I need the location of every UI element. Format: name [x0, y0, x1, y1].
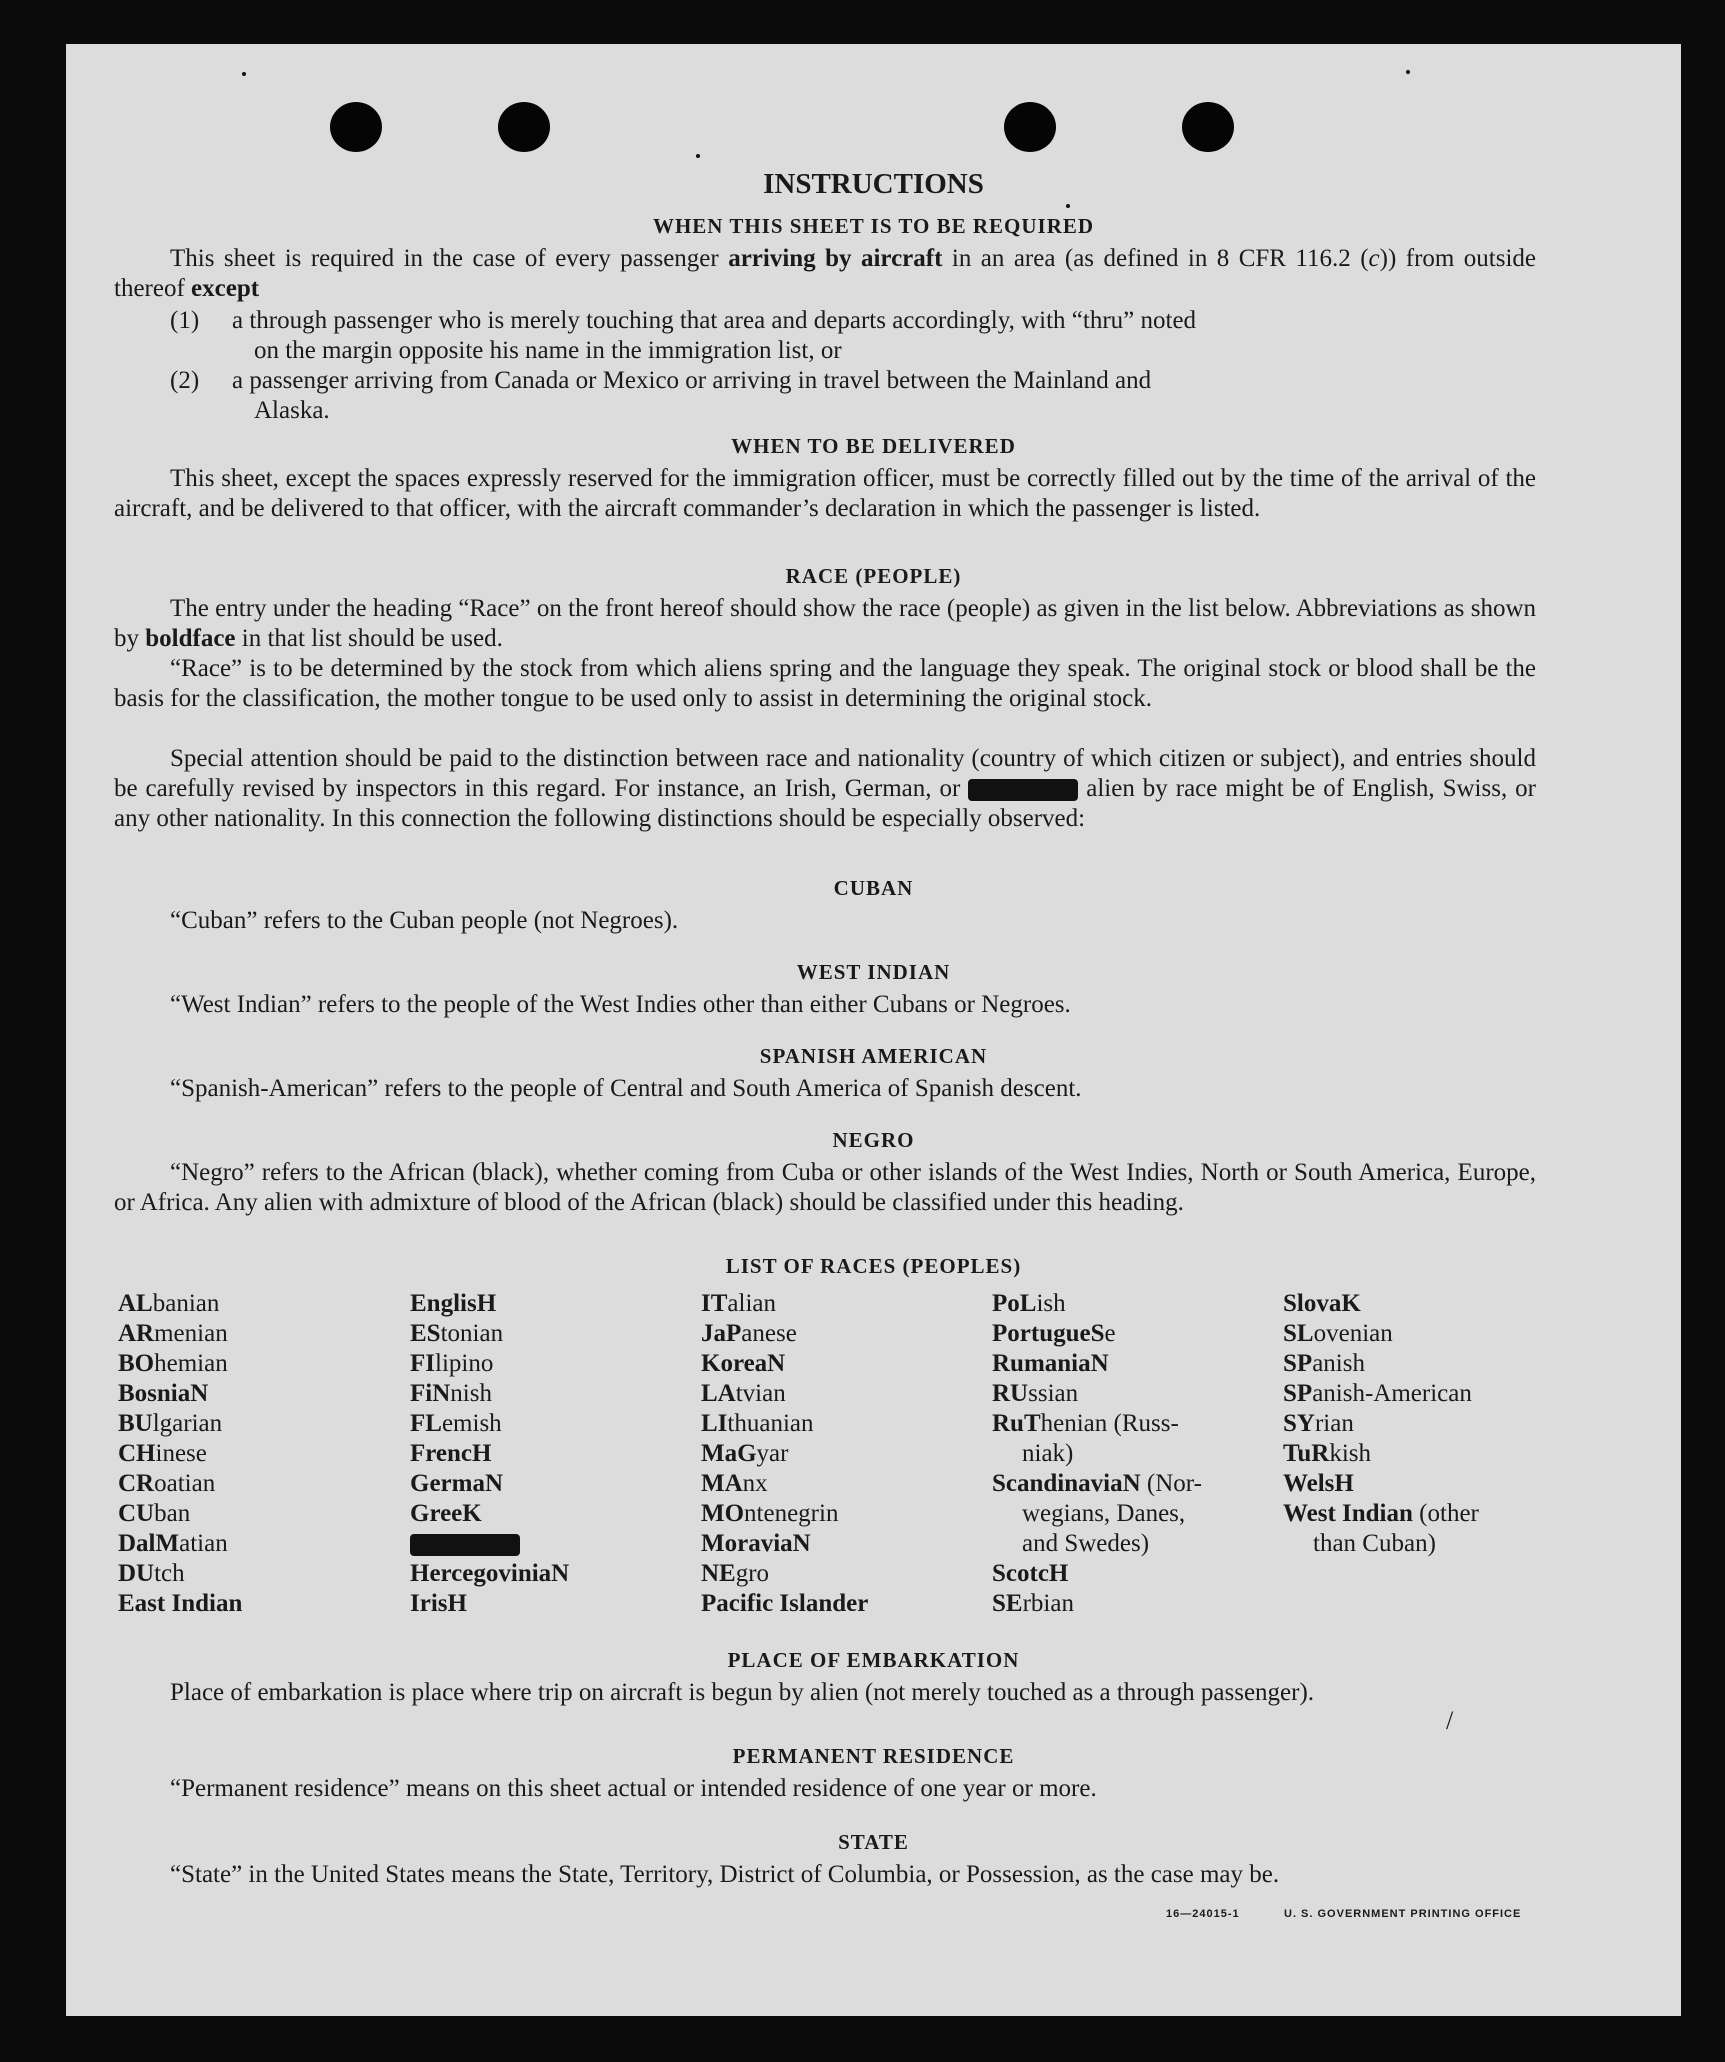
- race-entry: [118, 1409, 408, 1439]
- race-entry: [992, 1409, 1282, 1439]
- exception-item-2: [114, 366, 1536, 426]
- race-remainder: lipino: [435, 1350, 494, 1377]
- race-abbreviation: TuR: [1283, 1440, 1330, 1467]
- text: Special attention should be paid to the distinction between race and nationality (country of which citizen or subject), and entries should be carefully revised by inspectors in this regard. For instance, an Irish, German, or: [114, 745, 1536, 802]
- punch-hole-4: [1182, 102, 1234, 152]
- race-abbreviation: CH: [118, 1440, 156, 1467]
- text: “Cuban” refers to the Cuban people (not Negroes).: [170, 907, 679, 934]
- race-entry: [118, 1469, 408, 1499]
- heading-cuban: CUBAN: [833, 876, 914, 900]
- text: in an area (as defined in 8 CFR 116.2 (: [951, 245, 1369, 272]
- speck: [696, 154, 700, 158]
- race-entry: [1283, 1289, 1573, 1319]
- race-column: [701, 1289, 991, 1619]
- race-entry: [118, 1589, 408, 1619]
- race-column: [410, 1289, 700, 1619]
- race-remainder: rbian: [1022, 1590, 1074, 1617]
- race-abbreviation: PortugueS: [992, 1320, 1105, 1347]
- race-entry: [1283, 1469, 1573, 1499]
- race-remainder: ban: [154, 1500, 191, 1527]
- text-bold: boldface: [145, 625, 236, 652]
- race-entry: [701, 1589, 991, 1619]
- race-remainder: e: [1104, 1320, 1116, 1347]
- race-remainder: nx: [742, 1470, 768, 1497]
- race-entry: [1283, 1409, 1573, 1439]
- state-text: [114, 1860, 1536, 1890]
- race-remainder: anish-American: [1312, 1380, 1472, 1407]
- race-abbreviation: WelsH: [1283, 1470, 1354, 1497]
- race-para-3: [114, 744, 1536, 834]
- race-entry: [410, 1349, 700, 1379]
- cuban-text: [114, 906, 1536, 936]
- text: )) from outside thereof: [114, 245, 1537, 302]
- text: alien by race might be of English, Swiss, or any other nationality. In this connection the following distinctions should be especially observed:: [114, 775, 1536, 832]
- exception-item-1: [114, 306, 1536, 366]
- race-entry: and Swedes): [1022, 1530, 1150, 1557]
- race-abbreviation: PoL: [992, 1290, 1037, 1317]
- item-number: (1): [170, 307, 200, 334]
- pen-mark: /: [1446, 1706, 1454, 1735]
- text: “Negro” refers to the African (black), whether coming from Cuba or other islands of the West Indies, North or South America, Europe, or Africa. Any alien with admixture of blood of the African (black) should be classified under this heading.: [114, 1159, 1536, 1216]
- race-entry: [118, 1289, 408, 1319]
- race-entry: [992, 1559, 1282, 1589]
- race-entry: [118, 1499, 408, 1529]
- race-remainder: menian: [154, 1320, 228, 1347]
- race-abbreviation: SE: [992, 1590, 1023, 1617]
- race-remainder: alian: [727, 1290, 776, 1317]
- race-abbreviation: GreeK: [410, 1500, 482, 1527]
- race-entry: [992, 1349, 1282, 1379]
- text: a through passenger who is merely touching that area and departs accordingly, with “thru” noted: [232, 307, 1197, 334]
- race-entry: [701, 1409, 991, 1439]
- text: “Race” is to be determined by the stock from which aliens spring and the language they speak. The original stock or blood shall be the basis for the classification, the mother tongue to be used only to assist in determining the original stock.: [114, 655, 1536, 712]
- race-abbreviation: ES: [410, 1320, 441, 1347]
- negro-text: [114, 1158, 1536, 1218]
- text-continuation: on the margin opposite his name in the immigration list, or: [254, 337, 842, 364]
- form-number: 16—24015-1: [1166, 1908, 1240, 1920]
- race-remainder: hemian: [154, 1350, 228, 1377]
- race-remainder: ovenian: [1313, 1320, 1393, 1347]
- race-abbreviation: CR: [118, 1470, 155, 1497]
- race-entry: [992, 1589, 1282, 1619]
- race-entry: wegians, Danes,: [1022, 1500, 1186, 1527]
- race-entry: [410, 1589, 700, 1619]
- race-entry: [992, 1289, 1282, 1319]
- race-abbreviation: MaG: [701, 1440, 757, 1467]
- race-remainder: anish: [1312, 1350, 1365, 1377]
- redaction-mark: [968, 779, 1078, 801]
- race-remainder: (other: [1412, 1500, 1479, 1527]
- west-indian-text: [114, 990, 1536, 1020]
- race-abbreviation: MO: [701, 1500, 745, 1527]
- race-entry: [701, 1469, 991, 1499]
- race-abbreviation: KoreaN: [701, 1350, 786, 1377]
- speck: [242, 72, 246, 76]
- text: a passenger arriving from Canada or Mexico or arriving in travel between the Mainland and: [232, 367, 1152, 394]
- race-abbreviation: SY: [1283, 1410, 1315, 1437]
- race-para-2: [114, 654, 1536, 714]
- race-entry: [410, 1499, 700, 1529]
- race-abbreviation: RumaniaN: [992, 1350, 1109, 1377]
- race-para-1: [114, 594, 1536, 654]
- race-entry: [701, 1529, 991, 1559]
- race-abbreviation: CU: [118, 1500, 155, 1527]
- race-entry: [992, 1469, 1282, 1499]
- punch-hole-3: [1004, 102, 1056, 152]
- text-italic: c: [1368, 245, 1380, 272]
- race-remainder: (Nor-: [1140, 1470, 1202, 1497]
- redaction-mark: [410, 1534, 520, 1556]
- heading-negro: NEGRO: [832, 1128, 915, 1152]
- race-entry: [410, 1439, 700, 1469]
- race-remainder: oatian: [154, 1470, 216, 1497]
- race-abbreviation: ScandinaviaN: [992, 1470, 1141, 1497]
- race-abbreviation: MoraviaN: [701, 1530, 811, 1557]
- race-remainder: ntenegrin: [744, 1500, 839, 1527]
- heading-permanent-residence: PERMANENT RESIDENCE: [732, 1744, 1015, 1768]
- race-entry: [992, 1319, 1282, 1349]
- race-abbreviation: RU: [992, 1380, 1029, 1407]
- race-column: [1283, 1289, 1573, 1559]
- race-abbreviation: IT: [701, 1290, 728, 1317]
- text: in that list should be used.: [241, 625, 503, 652]
- text-bold: except: [191, 275, 260, 302]
- heading-race: RACE (PEOPLE): [785, 564, 962, 588]
- race-entry: [701, 1559, 991, 1589]
- spanish-american-text: [114, 1074, 1536, 1104]
- race-entry: [118, 1529, 408, 1559]
- heading-embarkation: PLACE OF EMBARKATION: [727, 1648, 1020, 1672]
- punch-hole-1: [330, 102, 382, 152]
- race-entry: [1283, 1439, 1573, 1469]
- race-remainder: kish: [1329, 1440, 1372, 1467]
- race-abbreviation: NE: [701, 1560, 736, 1587]
- text: The entry under the heading “Race” on the front hereof should show the race (people) as given in the list below. Abbreviations as shown by: [114, 595, 1536, 652]
- race-entry: [1283, 1349, 1573, 1379]
- race-abbreviation: FrencH: [410, 1440, 492, 1467]
- race-entry: niak): [1022, 1440, 1074, 1467]
- race-abbreviation: SP: [1283, 1380, 1313, 1407]
- race-abbreviation: SlovaK: [1283, 1290, 1361, 1317]
- race-abbreviation: East Indian: [118, 1590, 243, 1617]
- text: “West Indian” refers to the people of the West Indies other than either Cubans or Negroes.: [170, 991, 1071, 1018]
- race-abbreviation: AL: [118, 1290, 153, 1317]
- race-abbreviation: BosniaN: [118, 1380, 209, 1407]
- race-abbreviation: IrisH: [410, 1590, 467, 1617]
- heading-spanish-american: SPANISH AMERICAN: [759, 1044, 988, 1068]
- race-entry: [701, 1349, 991, 1379]
- race-abbreviation: HercegoviniaN: [410, 1560, 570, 1587]
- race-remainder: tonian: [440, 1320, 504, 1347]
- race-abbreviation: EnglisH: [410, 1290, 497, 1317]
- text: “Spanish-American” refers to the people of Central and South America of Spanish descent.: [170, 1075, 1082, 1102]
- race-entry: [410, 1469, 700, 1499]
- printer-credit: U. S. GOVERNMENT PRINTING OFFICE: [1284, 1908, 1522, 1920]
- text: “State” in the United States means the State, Territory, District of Columbia, or Possession, as the case may be.: [170, 1861, 1280, 1888]
- race-remainder: yar: [756, 1440, 789, 1467]
- race-entry: than Cuban): [1313, 1530, 1436, 1557]
- required-intro: [114, 244, 1536, 304]
- race-abbreviation: SL: [1283, 1320, 1314, 1347]
- heading-list-of-races: LIST OF RACES (PEOPLES): [725, 1254, 1022, 1278]
- race-abbreviation: JaP: [701, 1320, 742, 1347]
- text: “Permanent residence” means on this sheet actual or intended residence of one year or more.: [170, 1775, 1097, 1802]
- race-abbreviation: DalM: [118, 1530, 180, 1557]
- race-entry: [410, 1409, 700, 1439]
- race-abbreviation: FI: [410, 1350, 435, 1377]
- text: Place of embarkation is place where trip on aircraft is begun by alien (not merely touched as a through passenger).: [170, 1679, 1315, 1706]
- race-abbreviation: RuT: [992, 1410, 1041, 1437]
- text-bold: arriving by aircraft: [728, 245, 943, 272]
- race-entry: [118, 1439, 408, 1469]
- race-remainder: lgarian: [152, 1410, 223, 1437]
- race-entry: [701, 1319, 991, 1349]
- race-entry: [410, 1289, 700, 1319]
- race-entry: [701, 1379, 991, 1409]
- page-title: INSTRUCTIONS: [763, 168, 984, 200]
- race-entry: [118, 1319, 408, 1349]
- heading-required: WHEN THIS SHEET IS TO BE REQUIRED: [652, 214, 1095, 238]
- race-entry: [1283, 1379, 1573, 1409]
- race-entry: [118, 1559, 408, 1589]
- race-entry: [1283, 1499, 1573, 1529]
- race-remainder: ssian: [1028, 1380, 1079, 1407]
- exception-list: [114, 306, 1536, 426]
- speck: [1406, 70, 1410, 74]
- delivered-text: [114, 464, 1536, 524]
- race-remainder: thuanian: [727, 1410, 814, 1437]
- race-entry: [410, 1379, 700, 1409]
- race-abbreviation: FL: [410, 1410, 442, 1437]
- heading-delivered: WHEN TO BE DELIVERED: [731, 434, 1016, 458]
- text: This sheet, except the spaces expressly reserved for the immigration officer, must be correctly filled out by the time of the arrival of the aircraft, and be delivered to that officer, with the aircraft commander’s declaration in which the passenger is listed.: [114, 465, 1536, 522]
- heading-west-indian: WEST INDIAN: [796, 960, 951, 984]
- race-abbreviation: SP: [1283, 1350, 1313, 1377]
- race-column: [118, 1289, 408, 1619]
- race-abbreviation: ScotcH: [992, 1560, 1069, 1587]
- race-entry: [701, 1499, 991, 1529]
- race-abbreviation: LA: [701, 1380, 736, 1407]
- race-entry: [701, 1289, 991, 1319]
- race-entry: [410, 1559, 700, 1589]
- race-remainder: inese: [155, 1440, 207, 1467]
- race-entry: [118, 1379, 408, 1409]
- race-entry: [410, 1529, 700, 1559]
- heading-state: STATE: [838, 1830, 909, 1854]
- text: This sheet is required in the case of every passenger: [170, 245, 719, 272]
- race-remainder: emish: [441, 1410, 502, 1437]
- item-text: [232, 366, 1536, 426]
- race-entry: [410, 1319, 700, 1349]
- race-abbreviation: GermaN: [410, 1470, 504, 1497]
- race-abbreviation: West Indian: [1283, 1500, 1413, 1527]
- race-remainder: nish: [450, 1380, 492, 1407]
- race-column: [992, 1289, 1282, 1619]
- race-remainder: banian: [152, 1290, 220, 1317]
- race-entry: [1283, 1319, 1573, 1349]
- race-remainder: tch: [154, 1560, 185, 1587]
- race-remainder: henian (Russ-: [1040, 1410, 1179, 1437]
- residence-text: [114, 1774, 1536, 1804]
- race-remainder: atian: [179, 1530, 228, 1557]
- race-entry: [118, 1349, 408, 1379]
- text-continuation: Alaska.: [254, 397, 330, 424]
- race-remainder: tvian: [735, 1380, 786, 1407]
- item-text: [232, 306, 1536, 366]
- race-remainder: ish: [1036, 1290, 1066, 1317]
- race-abbreviation: LI: [701, 1410, 728, 1437]
- item-number: (2): [170, 367, 200, 394]
- race-remainder: anese: [741, 1320, 797, 1347]
- embarkation-text: [114, 1678, 1536, 1708]
- race-abbreviation: AR: [118, 1320, 155, 1347]
- race-abbreviation: BU: [118, 1410, 153, 1437]
- race-abbreviation: FiN: [410, 1380, 451, 1407]
- race-abbreviation: MA: [701, 1470, 743, 1497]
- document-sheet: [66, 44, 1681, 2016]
- race-remainder: rian: [1314, 1410, 1354, 1437]
- race-abbreviation: DU: [118, 1560, 155, 1587]
- race-entry: [992, 1379, 1282, 1409]
- race-abbreviation: BO: [118, 1350, 155, 1377]
- race-abbreviation: Pacific Islander: [701, 1590, 869, 1617]
- punch-hole-2: [498, 102, 550, 152]
- speck: [1066, 204, 1070, 208]
- race-remainder: gro: [735, 1560, 770, 1587]
- race-entry: [701, 1439, 991, 1469]
